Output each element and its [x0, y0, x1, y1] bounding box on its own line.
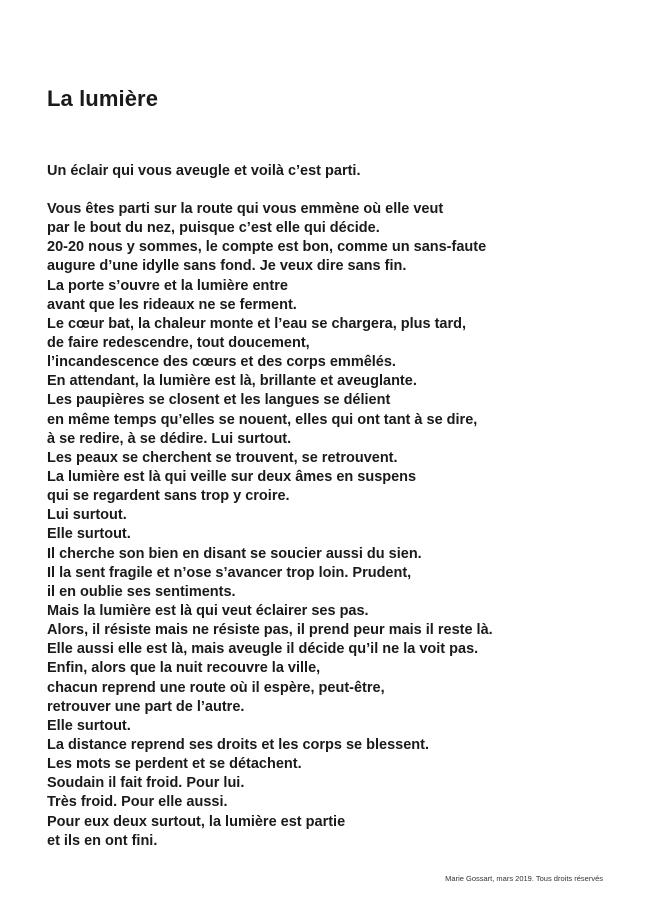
poem-line: Alors, il résiste mais ne résiste pas, il prend peur mais il reste là. — [47, 622, 493, 639]
poem-line: Soudain il fait froid. Pour lui. — [47, 775, 245, 792]
poem-line: augure d’une idylle sans fond. Je veux dire sans fin. — [47, 258, 407, 275]
poem-title: La lumière — [47, 86, 159, 111]
poem-line: Elle aussi elle est là, mais aveugle il décide qu’il ne la voit pas. — [47, 641, 479, 658]
poem-line: Enfin, alors que la nuit recouvre la ville, — [47, 660, 321, 677]
poem-line: il en oublie ses sentiments. — [47, 583, 236, 600]
poem-line: à se redire, à se dédire. Lui surtout. — [47, 430, 292, 447]
poem-line: Il la sent fragile et n’ose s’avancer trop loin. Prudent, — [47, 564, 412, 581]
poem-line: La lumière est là qui veille sur deux âmes en suspens — [47, 468, 417, 485]
poem-line: Elle surtout. — [47, 717, 131, 734]
poem-line: En attendant, la lumière est là, brillante et aveuglante. — [47, 373, 417, 390]
copyright-footer: Marie Gossart, mars 2019. Tous droits réservés — [445, 874, 603, 883]
poem-line: Mais la lumière est là qui veut éclairer ses pas. — [47, 602, 369, 619]
poem-first-line: Un éclair qui vous aveugle et voilà c’est parti. — [47, 163, 361, 179]
poem-line: Les mots se perdent et se détachent. — [47, 756, 302, 773]
poem-line: Les peaux se cherchent se trouvent, se retrouvent. — [47, 449, 398, 466]
poem-line: avant que les rideaux ne se ferment. — [47, 296, 297, 313]
poem-line: 20-20 nous y sommes, le compte est bon, comme un sans-faute — [47, 239, 487, 256]
poem-line: de faire redescendre, tout doucement, — [47, 334, 310, 351]
poem-line: par le bout du nez, puisque c’est elle qui décide. — [47, 220, 380, 237]
poem-line: Le cœur bat, la chaleur monte et l’eau se chargera, plus tard, — [47, 315, 467, 332]
poem-line: La distance reprend ses droits et les corps se blessent. — [47, 736, 429, 753]
poem-line: et ils en ont fini. — [47, 832, 158, 849]
poem-line: Pour eux deux surtout, la lumière est partie — [47, 813, 346, 830]
poem-line: Très froid. Pour elle aussi. — [47, 794, 228, 811]
poem-line: Vous êtes parti sur la route qui vous emmène où elle veut — [47, 201, 444, 217]
poem-line: chacun reprend une route où il espère, peut-être, — [47, 679, 385, 696]
poem-line: Elle surtout. — [47, 526, 131, 543]
poem-line: Il cherche son bien en disant se soucier aussi du sien. — [47, 545, 422, 562]
poem-line: Lui surtout. — [47, 507, 127, 524]
poem-line: La porte s’ouvre et la lumière entre — [47, 277, 288, 294]
poem-line: qui se regardent sans trop y croire. — [47, 488, 290, 505]
poem-body — [47, 200, 493, 851]
poem-line: retrouver une part de l’autre. — [47, 698, 245, 715]
poem-line: l’incandescence des cœurs et des corps emmêlés. — [47, 354, 396, 371]
poem-line: en même temps qu’elles se nouent, elles qui ont tant à se dire, — [47, 411, 478, 428]
poem-line: Les paupières se closent et les langues se délient — [47, 392, 391, 409]
